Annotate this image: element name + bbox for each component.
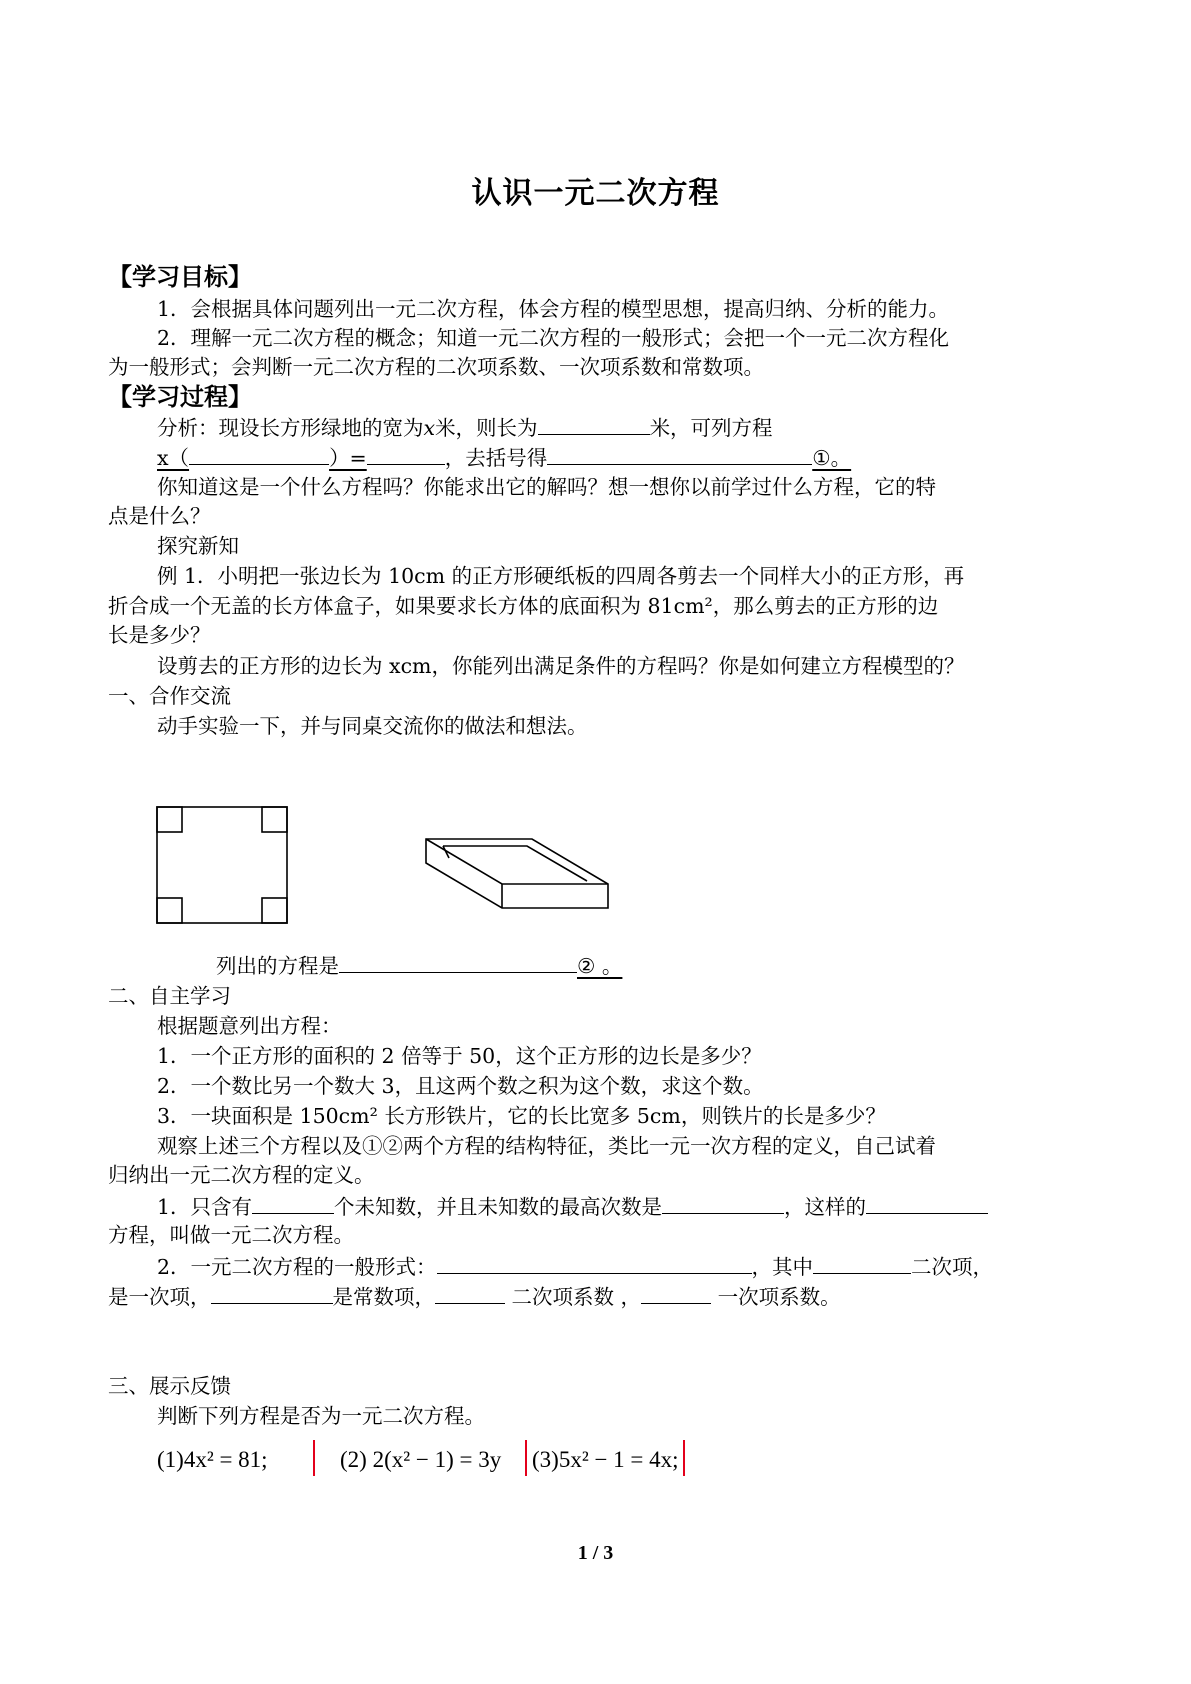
section3-heading: 三、展示反馈 bbox=[108, 1374, 231, 1398]
general-form-line-1 bbox=[157, 1251, 993, 1281]
cut-corner-top-right bbox=[262, 807, 287, 832]
equation-type-blank[interactable] bbox=[866, 1191, 988, 1214]
page-number: 1 / 3 bbox=[577, 1542, 614, 1564]
def1-text-1: 1．只含有 bbox=[157, 1195, 253, 1219]
example-line-3: 长是多少？ bbox=[108, 623, 211, 647]
goal-line-3: 为一般形式；会判断一元二次方程的二次项系数、一次项系数和常数项。 bbox=[108, 355, 764, 379]
def2-text-1: 2．一元二次方程的一般形式： bbox=[157, 1255, 437, 1279]
linear-coefficient-blank[interactable] bbox=[641, 1281, 711, 1304]
process-heading: 【学习过程】 bbox=[108, 383, 252, 411]
def2-text-6: 二次项系数 ， bbox=[505, 1285, 642, 1309]
goal-line-2: 2．理解一元二次方程的概念；知道一元二次方程的一般形式；会把一个一元二次方程化 bbox=[157, 326, 950, 350]
square-cardboard-figure bbox=[156, 806, 288, 924]
definition-line-2: 方程，叫做一元二次方程。 bbox=[108, 1223, 354, 1247]
equation-1: (1)4x² = 81; bbox=[157, 1447, 268, 1472]
page-title: 认识一元二次方程 bbox=[471, 176, 720, 211]
section2-heading: 二、自主学习 bbox=[108, 984, 231, 1008]
section2-intro: 根据题意列出方程： bbox=[157, 1014, 342, 1038]
observe-line-1: 观察上述三个方程以及①②两个方程的结构特征，类比一元一次方程的定义，自己试着 bbox=[157, 1134, 936, 1158]
section2-item-3: 3．一块面积是 150cm² 长方形铁片，它的长比宽多 5cm，则铁片的长是多少？ bbox=[157, 1104, 886, 1128]
analysis-line-2 bbox=[157, 442, 851, 472]
def2-text-7: 一次项系数。 bbox=[711, 1285, 841, 1309]
def2-text-2: ，其中 bbox=[751, 1255, 814, 1279]
constant-term-blank[interactable] bbox=[211, 1281, 333, 1304]
box-equation-blank[interactable] bbox=[339, 950, 577, 973]
explore-label: 探究新知 bbox=[157, 534, 239, 558]
area-blank[interactable] bbox=[367, 442, 445, 465]
red-divider-3 bbox=[683, 1440, 685, 1476]
section3-text: 判断下列方程是否为一元二次方程。 bbox=[157, 1404, 485, 1428]
general-form-blank[interactable] bbox=[437, 1251, 752, 1274]
cardboard-outline bbox=[157, 807, 287, 923]
equation-prefix: x（ bbox=[157, 446, 190, 470]
section1-text: 动手实验一下，并与同桌交流你的做法和想法。 bbox=[157, 714, 588, 738]
equation-label: 列出的方程是 bbox=[216, 954, 339, 978]
def2-text-3: 二次项， bbox=[911, 1255, 994, 1279]
quadratic-term-blank[interactable] bbox=[813, 1251, 911, 1274]
unknown-count-blank[interactable] bbox=[252, 1191, 334, 1214]
analysis-variable: x bbox=[423, 416, 436, 440]
analysis-line-1 bbox=[157, 412, 773, 442]
box-inner-rim bbox=[443, 846, 587, 881]
analysis-text-4: ，去括号得 bbox=[444, 446, 548, 470]
question-line-1: 你知道这是一个什么方程吗？你能求出它的解吗？想一想你以前学过什么方程，它的特 bbox=[157, 475, 936, 499]
section2-item-2: 2．一个数比另一个数大 3，且这两个数之积为这个数，求这个数。 bbox=[157, 1074, 764, 1098]
goals-heading: 【学习目标】 bbox=[108, 263, 252, 291]
highest-degree-blank[interactable] bbox=[662, 1191, 784, 1214]
cut-corner-bottom-left bbox=[157, 898, 182, 923]
section2-item-1: 1．一个正方形的面积的 2 倍等于 50，这个正方形的边长是多少？ bbox=[157, 1044, 762, 1068]
equation-equals: ）= bbox=[329, 446, 367, 470]
equation-3: (3)5x² − 1 = 4x; bbox=[532, 1447, 679, 1472]
example-line-4: 设剪去的正方形的边长为 xcm，你能列出满足条件的方程吗？你是如何建立方程模型的？ bbox=[157, 654, 965, 678]
cut-corner-top-left bbox=[157, 807, 182, 832]
def1-text-3: ，这样的 bbox=[784, 1195, 867, 1219]
box-outer-edges bbox=[426, 839, 608, 908]
bracket-blank[interactable] bbox=[189, 442, 329, 465]
equation-mark-1: ①。 bbox=[812, 446, 852, 470]
expanded-equation-blank[interactable] bbox=[547, 442, 812, 465]
definition-line-1 bbox=[157, 1191, 988, 1221]
quadratic-coefficient-blank[interactable] bbox=[435, 1281, 505, 1304]
def2-text-4: 是一次项， bbox=[108, 1285, 211, 1309]
analysis-text-1: 分析：现设长方形绿地的宽为 bbox=[157, 416, 424, 440]
analysis-text-2: 米，则长为 bbox=[435, 416, 538, 440]
section1-heading: 一、合作交流 bbox=[108, 684, 231, 708]
cut-corner-bottom-right bbox=[262, 898, 287, 923]
question-line-2: 点是什么？ bbox=[108, 504, 211, 528]
equation-line-2 bbox=[216, 950, 622, 980]
observe-line-2: 归纳出一元二次方程的定义。 bbox=[108, 1163, 375, 1187]
length-blank[interactable] bbox=[538, 412, 650, 435]
goal-line-1: 1．会根据具体问题列出一元二次方程，体会方程的模型思想，提高归纳、分析的能力。 bbox=[157, 297, 950, 321]
example-line-1: 例 1．小明把一张边长为 10cm 的正方形硬纸板的四周各剪去一个同样大小的正方形，再 bbox=[157, 564, 965, 588]
equation-2: (2) 2(x² − 1) = 3y bbox=[340, 1447, 502, 1472]
general-form-line-2 bbox=[108, 1281, 841, 1311]
open-box-figure bbox=[425, 838, 609, 922]
def1-text-2: 个未知数，并且未知数的最高次数是 bbox=[334, 1195, 663, 1219]
red-divider-2 bbox=[525, 1440, 527, 1476]
equation-mark-2: ② 。 bbox=[577, 954, 623, 978]
def2-text-5: 是常数项， bbox=[332, 1285, 435, 1309]
example-line-2: 折合成一个无盖的长方体盒子，如果要求长方体的底面积为 81cm²，那么剪去的正方形的边 bbox=[108, 594, 939, 618]
red-divider-1 bbox=[313, 1440, 315, 1476]
analysis-text-3: 米，可列方程 bbox=[649, 416, 773, 440]
